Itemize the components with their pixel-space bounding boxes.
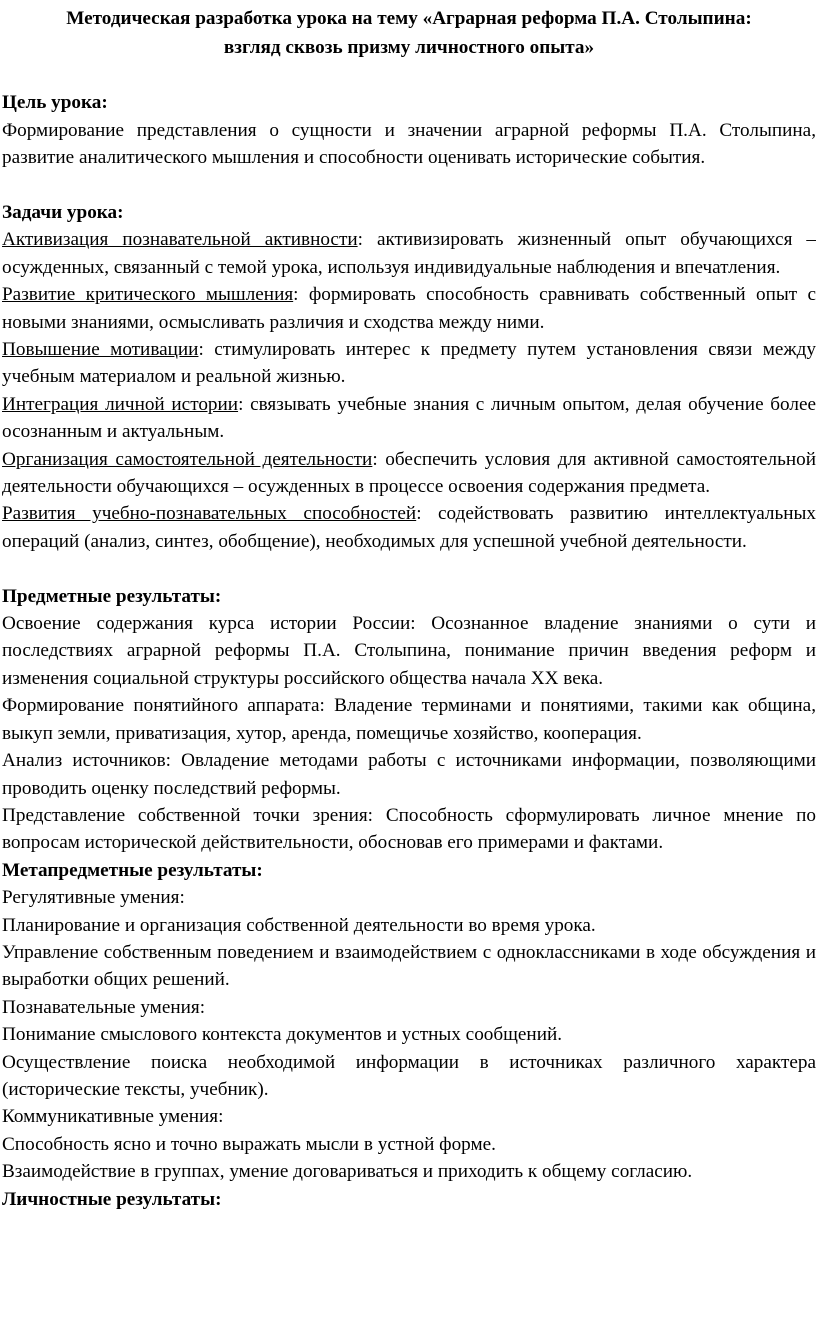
task-item [2,336,816,391]
meta-results-section [2,857,816,1186]
task-term: Активизация познавательной активности [2,229,358,251]
subject-result-item: Представление собственной точки зрения: Способность сформулировать личное мнение по вопросам исторической действительности, обосновав его примерами и фактами. [2,804,816,854]
meta-result-line: Осуществление поиска необходимой информации в источниках различного характера (исторические тексты, учебник). [2,1051,816,1100]
tasks-heading: Задачи урока: [2,202,124,223]
meta-result-line: Понимание смыслового контекста документов и устных сообщений. [2,1024,563,1046]
subject-result-item: Анализ источников: Овладение методами работы с источниками информации, позволяющими проводить оценку последствий реформы. [2,750,816,799]
personal-results-section [2,1186,816,1213]
document-title [2,0,816,62]
meta-result-line: Способность ясно и точно выражать мысли в устной форме. [2,1133,496,1155]
task-text: : обеспечить условия для активной самостоятельной деятельности обучающихся – осужденных в процессе освоения содержания предмета. [2,448,816,498]
task-item [2,391,816,446]
meta-results-heading: Метапредметные результаты: [2,859,263,881]
meta-result-line: Коммуникативные умения: [2,1106,224,1128]
meta-result-line: Регулятивные умения: [2,887,185,909]
task-term: Интеграция личной истории [2,393,239,415]
task-item [2,500,816,555]
subject-result-item: Формирование понятийного аппарата: Владение терминами и понятиями, такими как община, выкуп земли, приватизация, хутор, аренда, помещичье хозяйство, кооперация. [2,695,816,744]
personal-results-heading: Личностные результаты: [2,1188,222,1210]
tasks-section [2,199,816,555]
task-term: Развития учебно-познавательных способностей [2,503,417,525]
goal-section [2,89,816,171]
title-line-1: Методическая разработка урока на тему «Аграрная реформа П.А. Столыпина: [66,8,752,29]
task-term: Повышение мотивации [2,339,199,361]
goal-heading: Цель урока: [2,92,108,114]
task-item [2,446,816,501]
task-text: : стимулировать интерес к предмету путем установления связи между учебным материалом и реальной жизнью. [2,339,816,388]
task-text: : активизировать жизненный опыт обучающихся – осужденных, связанный с темой урока, используя индивидуальные наблюдения и впечатления. [2,229,816,278]
title-line-2: взгляд сквозь призму личностного опыта» [223,37,595,58]
meta-result-line: Взаимодействие в группах, умение договариваться и приходить к общему согласию. [2,1161,693,1183]
meta-result-line: Познавательные умения: [2,996,206,1018]
task-item [2,226,816,281]
task-text: : формировать способность сравнивать собственный опыт с новыми знаниями, осмысливать различия и сходства между ними. [2,284,816,333]
task-text: : содействовать развитию интеллектуальных операций (анализ, синтез, обобщение), необходимых для успешной учебной деятельности. [2,503,816,552]
meta-result-line: Планирование и организация собственной деятельности во время урока. [2,914,596,936]
task-term: Организация самостоятельной деятельности [2,448,373,470]
subject-results-heading: Предметные результаты: [2,585,222,607]
meta-result-line: Управление собственным поведением и взаимодействием с одноклассниками в ходе обсуждения и выработки общих решений. [2,941,816,991]
subject-results-section [2,583,816,857]
goal-text: Формирование представления о сущности и значении аграрной реформы П.А. Столыпина, развитие аналитического мышления и способности оценивать исторические события. [2,119,816,169]
subject-result-item: Освоение содержания курса истории России: Осознанное владение знаниями о сути и последствиях аграрной реформы П.А. Столыпина, понимание причин введения реформ и изменения социальной структуры российского общества начала XX века. [2,613,816,689]
task-term: Развитие критического мышления [2,284,294,306]
task-text: : связывать учебные знания с личным опытом, делая обучение более осознанным и актуальным. [2,393,816,443]
task-item [2,281,816,336]
